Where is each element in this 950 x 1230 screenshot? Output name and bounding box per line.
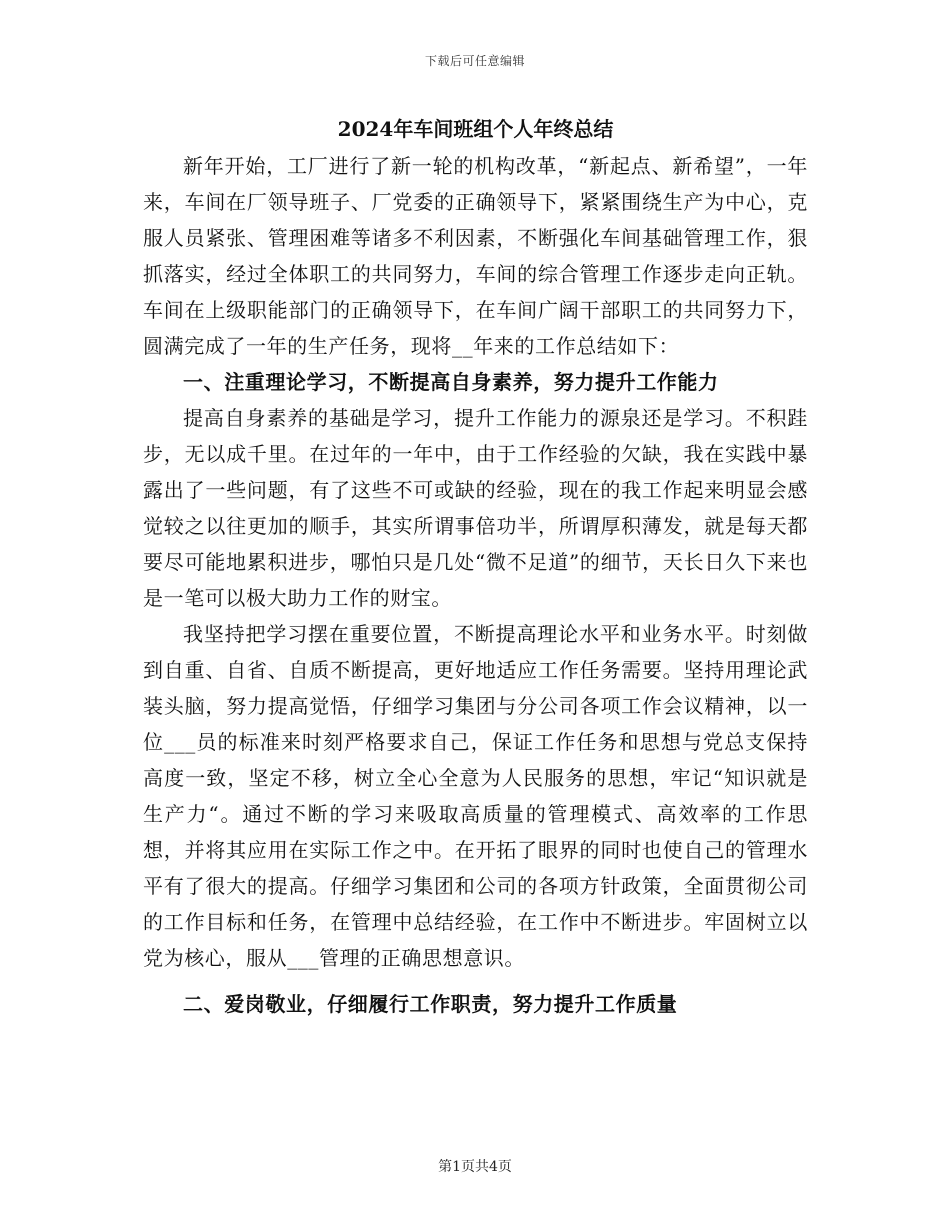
- section-1-paragraph-2: 我坚持把学习摆在重要位置，不断提高理论水平和业务水平。时刻做到自重、自省、自质不断提高，更好地适应工作任务需要。坚持用理论武装头脑，努力提高觉悟，仔细学习集团与分公司各项工作会议精神，以一位___员的标准来时刻严格要求自己，保证工作任务和思想与党总支保持高度一致，坚定不移，树立全心全意为人民服务的思想，牢记“知识就是生产力“。通过不断的学习来吸取高质量的管理模式、高效率的工作思想，并将其应用在实际工作之中。在开拓了眼界的同时也使自己的管理水平有了很大的提高。仔细学习集团和公司的各项方针政策，全面贯彻公司的工作目标和任务，在管理中总结经验，在工作中不断进步。牢固树立以党为核心，服从___管理的正确思想意识。: [143, 622, 808, 970]
- intro-paragraph: 新年开始，工厂进行了新一轮的机构改革，“新起点、新希望”，一年来，车间在厂领导班子、厂党委的正确领导下，紧紧围绕生产为中心，克服人员紧张、管理困难等诸多不利因素，不断强化车间基础管理工作，狠抓落实，经过全体职工的共同努力，车间的综合管理工作逐步走向正轨。车间在上级职能部门的正确领导下，在车间广阔干部职工的共同努力下，圆满完成了一年的生产任务，现将__年来的工作总结如下：: [143, 154, 808, 358]
- document-body: [143, 112, 808, 1022]
- section-1-paragraph-1: 提高自身素养的基础是学习，提升工作能力的源泉还是学习。不积跬步，无以成千里。在过年的一年中，由于工作经验的欠缺，我在实践中暴露出了一些问题，有了这些不可或缺的经验，现在的我工作起来明显会感觉较之以往更加的顺手，其实所谓事倍功半，所谓厚积薄发，就是每天都要尽可能地累积进步，哪怕只是几处“微不足道”的细节，天长日久下来也是一笔可以极大助力工作的财宝。: [143, 406, 808, 610]
- page-indicator: 第1页共4页: [438, 1159, 512, 1175]
- document-title: 2024年车间班组个人年终总结: [337, 117, 614, 141]
- section-heading-1: 一、注重理论学习，不断提高自身素养，努力提升工作能力: [183, 370, 719, 394]
- header-note: 下载后可任意编辑: [424, 54, 525, 68]
- section-heading-2: 二、爱岗敬业，仔细履行工作职责，努力提升工作质量: [183, 992, 678, 1016]
